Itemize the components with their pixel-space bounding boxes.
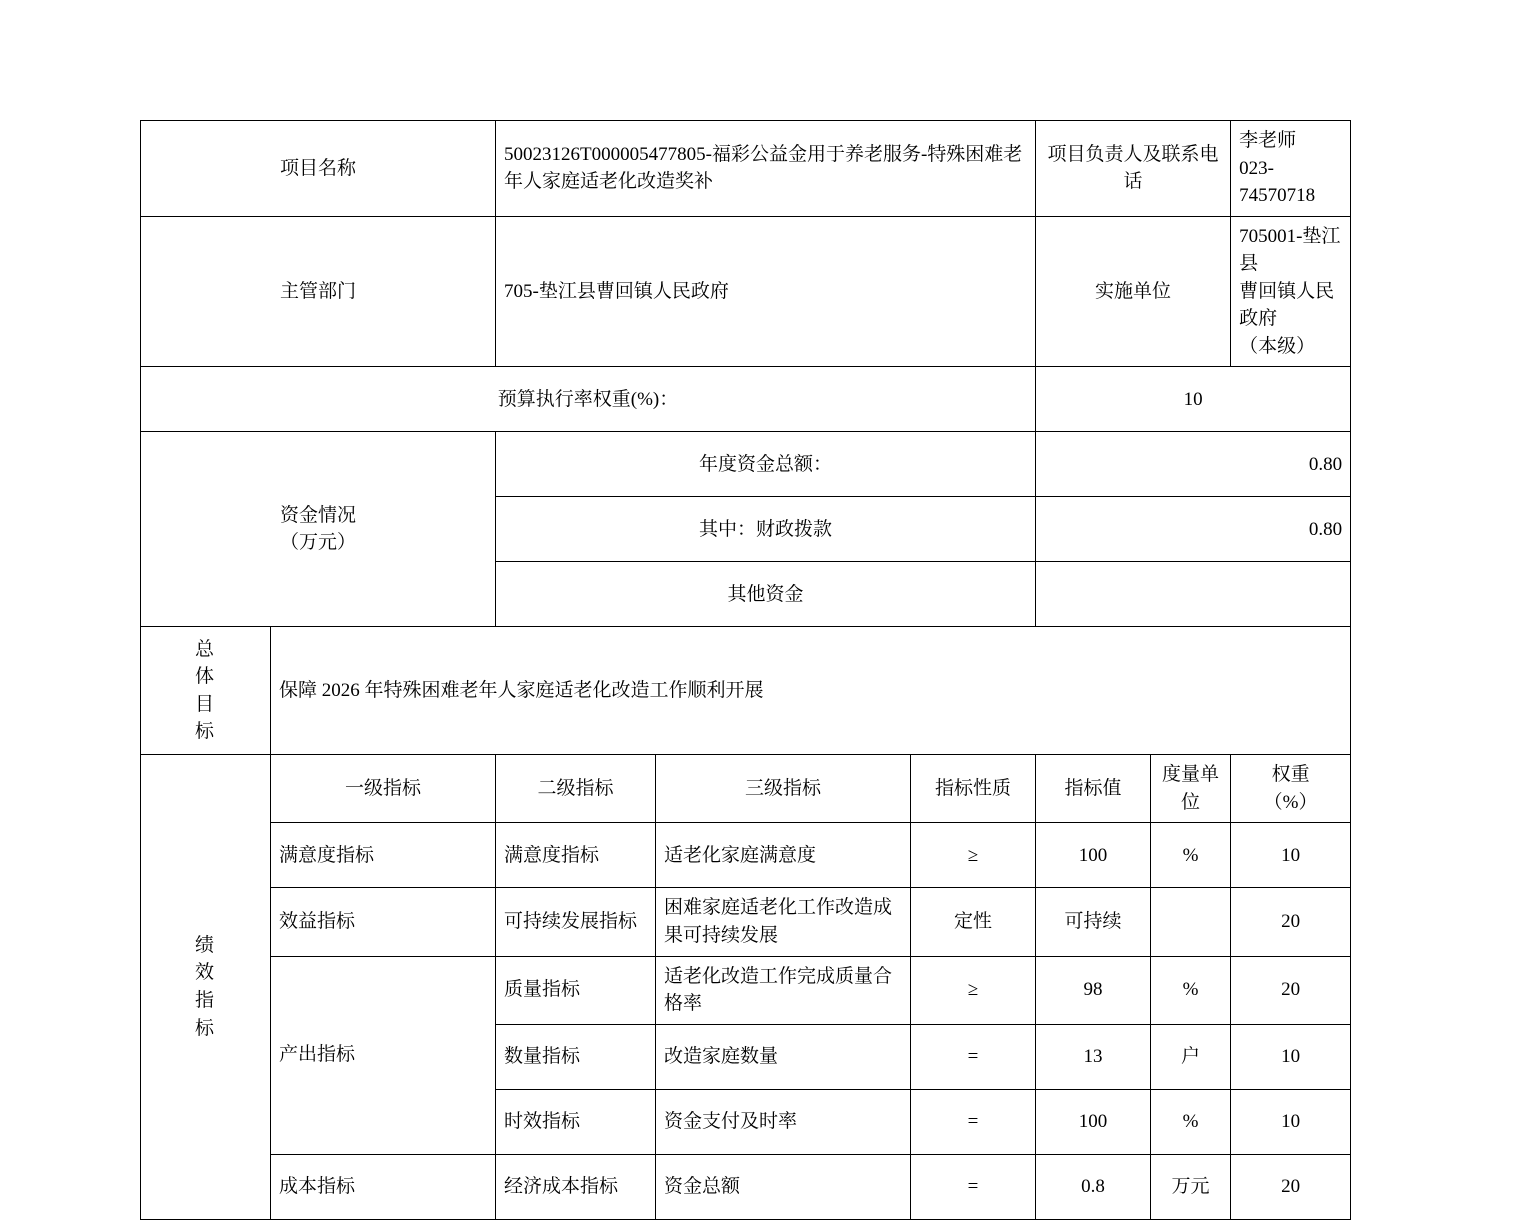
- indicator-value: 可持续: [1036, 888, 1151, 956]
- indicator-level2: 经济成本指标: [496, 1154, 656, 1219]
- manager-phone: 023-74570718: [1239, 157, 1316, 207]
- overall-goal-label-char: 标: [194, 721, 216, 743]
- indicator-level3: 资金总额: [656, 1154, 911, 1219]
- performance-label-char: 指: [194, 990, 216, 1012]
- table-row-project-name: [141, 121, 1351, 217]
- indicator-value: 13: [1036, 1024, 1151, 1089]
- funds-row-value: 0.80: [1036, 432, 1351, 497]
- funds-label-line-1: 资金情况: [280, 504, 357, 526]
- performance-label-char: 绩: [194, 934, 216, 956]
- indicator-unit: 户: [1151, 1024, 1231, 1089]
- overall-goal-text: 保障 2026 年特殊困难老年人家庭适老化改造工作顺利开展: [271, 627, 1351, 755]
- column-header-weight-line-2: （%）: [1263, 791, 1318, 813]
- indicator-nature: =: [911, 1154, 1036, 1219]
- indicator-level3: 适老化改造工作完成质量合格率: [656, 956, 911, 1024]
- indicator-level3: 资金支付及时率: [656, 1089, 911, 1154]
- execution-rate-value: 10: [1036, 367, 1351, 432]
- indicator-nature: 定性: [911, 888, 1036, 956]
- indicator-level1: 成本指标: [271, 1154, 496, 1219]
- funds-row-name: 其他资金: [496, 562, 1036, 627]
- indicator-value: 98: [1036, 956, 1151, 1024]
- indicator-weight: 10: [1231, 1089, 1351, 1154]
- table-row-indicator: [141, 1154, 1351, 1219]
- project-manager-label: 项目负责人及联系电话: [1036, 121, 1231, 217]
- column-header-nature: 指标性质: [911, 755, 1036, 823]
- table-row-execution-rate: [141, 367, 1351, 432]
- funds-label-line-2: （万元）: [280, 532, 357, 554]
- indicator-unit: %: [1151, 823, 1231, 888]
- indicator-nature: =: [911, 1089, 1036, 1154]
- funds-row-name: 其中：财政拨款: [496, 497, 1036, 562]
- implementing-unit-label: 实施单位: [1036, 216, 1231, 367]
- funds-row-value: 0.80: [1036, 497, 1351, 562]
- performance-indicator-label: [141, 755, 271, 1219]
- indicator-weight: 20: [1231, 956, 1351, 1024]
- indicator-weight: 10: [1231, 823, 1351, 888]
- performance-target-table: [140, 120, 1351, 1220]
- indicator-nature: ≥: [911, 823, 1036, 888]
- indicator-level3: 困难家庭适老化工作改造成果可持续发展: [656, 888, 911, 956]
- indicator-value: 100: [1036, 1089, 1151, 1154]
- column-header-level1: 一级指标: [271, 755, 496, 823]
- table-row-indicator-header: [141, 755, 1351, 823]
- indicator-level3: 适老化家庭满意度: [656, 823, 911, 888]
- project-name-label: 项目名称: [141, 121, 496, 217]
- project-manager-value: [1231, 121, 1351, 217]
- indicator-level1: 效益指标: [271, 888, 496, 956]
- performance-label-char: 效: [194, 962, 216, 984]
- indicator-level2: 数量指标: [496, 1024, 656, 1089]
- indicator-level2: 质量指标: [496, 956, 656, 1024]
- department-value: 705-垫江县曹回镇人民政府: [496, 216, 1036, 367]
- indicator-value: 0.8: [1036, 1154, 1151, 1219]
- project-name-value: 50023126T000005477805-福彩公益金用于养老服务-特殊困难老年人家庭适老化改造奖补: [496, 121, 1036, 217]
- table-row-funds-total: [141, 432, 1351, 497]
- overall-goal-label-char: 目: [194, 693, 216, 715]
- indicator-weight: 20: [1231, 1154, 1351, 1219]
- indicator-level2: 时效指标: [496, 1089, 656, 1154]
- column-header-unit: [1151, 755, 1231, 823]
- table-row-indicator: [141, 823, 1351, 888]
- table-row-indicator: [141, 888, 1351, 956]
- column-header-value: 指标值: [1036, 755, 1151, 823]
- department-label: 主管部门: [141, 216, 496, 367]
- column-header-level2: 二级指标: [496, 755, 656, 823]
- indicator-level2: 可持续发展指标: [496, 888, 656, 956]
- indicator-weight: 10: [1231, 1024, 1351, 1089]
- execution-rate-label: 预算执行率权重(%)：: [141, 367, 1036, 432]
- overall-goal-label-char: 体: [194, 666, 216, 688]
- funds-row-name: 年度资金总额：: [496, 432, 1036, 497]
- indicator-nature: =: [911, 1024, 1036, 1089]
- overall-goal-label: [141, 627, 271, 755]
- column-header-unit-line-1: 度量单: [1162, 764, 1220, 786]
- overall-goal-label-char: 总: [194, 638, 216, 660]
- manager-name: 李老师: [1239, 130, 1297, 151]
- unit-line-2: 曹回镇人民政府: [1239, 280, 1335, 330]
- indicator-weight: 20: [1231, 888, 1351, 956]
- indicator-level2: 满意度指标: [496, 823, 656, 888]
- table-row-indicator: [141, 956, 1351, 1024]
- performance-label-char: 标: [194, 1017, 216, 1039]
- funds-label: [141, 432, 496, 627]
- indicator-unit: %: [1151, 1089, 1231, 1154]
- unit-line-3: （本级）: [1239, 335, 1316, 357]
- indicator-nature: ≥: [911, 956, 1036, 1024]
- indicator-unit: [1151, 888, 1231, 956]
- table-row-department: [141, 216, 1351, 367]
- indicator-unit: 万元: [1151, 1154, 1231, 1219]
- funds-row-value: [1036, 562, 1351, 627]
- column-header-level3: 三级指标: [656, 755, 911, 823]
- column-header-weight: [1231, 755, 1351, 823]
- column-header-weight-line-1: 权重: [1271, 764, 1310, 786]
- implementing-unit-value: [1231, 216, 1351, 367]
- indicator-unit: %: [1151, 956, 1231, 1024]
- table-row-overall-goal: [141, 627, 1351, 755]
- indicator-level1: 产出指标: [271, 956, 496, 1154]
- column-header-unit-line-2: 位: [1181, 791, 1201, 813]
- indicator-level3: 改造家庭数量: [656, 1024, 911, 1089]
- indicator-value: 100: [1036, 823, 1151, 888]
- indicator-level1: 满意度指标: [271, 823, 496, 888]
- unit-line-1: 705001-垫江县: [1239, 225, 1341, 275]
